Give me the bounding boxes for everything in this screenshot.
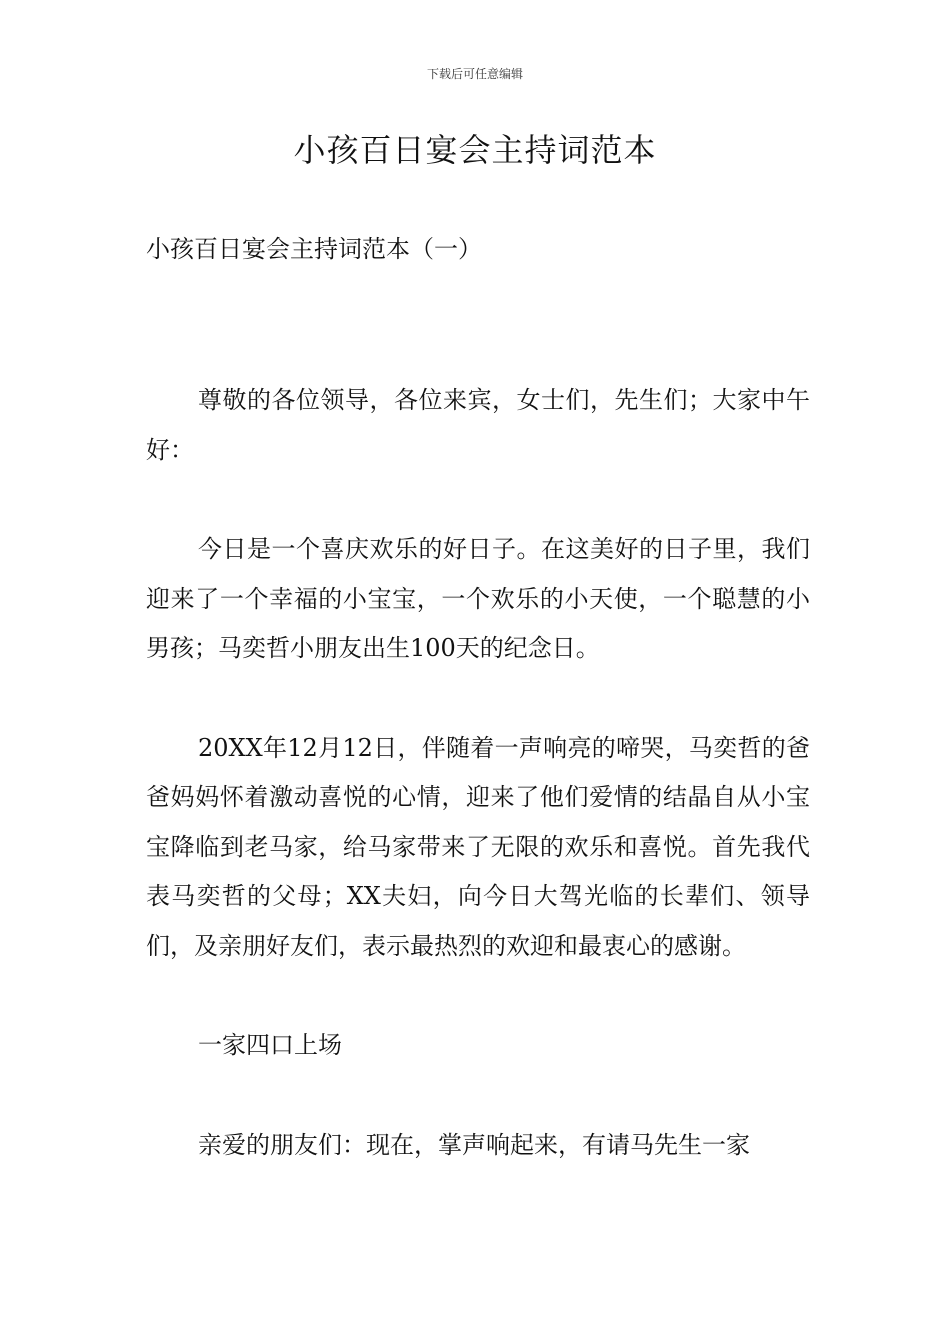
paragraph-stage-note: 一家四口上场	[198, 1031, 342, 1059]
paragraph-birth: 20XX年12月12日，伴随着一声响亮的啼哭，马奕哲的爸爸妈妈怀着激动喜悦的心情，迎来了他们爱情的结晶自从小宝宝降临到老马家，给马家带来了无限的欢乐和喜悦。首先我代表马奕哲的父母；XX夫妇，向今日大驾光临的长辈们、领导们，及亲朋好友们，表示最热烈的欢迎和最衷心的感谢。	[146, 733, 810, 960]
paragraph-occasion: 今日是一个喜庆欢乐的好日子。在这美好的日子里，我们迎来了一个幸福的小宝宝，一个欢乐的小天使，一个聪慧的小男孩；马奕哲小朋友出生100天的纪念日。	[146, 535, 810, 662]
document-body	[146, 224, 810, 1170]
section-subtitle: 小孩百日宴会主持词范本（一）	[146, 235, 482, 263]
document-title: 小孩百日宴会主持词范本	[293, 131, 657, 169]
paragraph-greeting: 尊敬的各位领导，各位来宾，女士们，先生们；大家中午好：	[146, 386, 810, 464]
header-note: 下载后可任意编辑	[426, 67, 523, 81]
paragraph-invitation: 亲爱的朋友们：现在，掌声响起来，有请马先生一家	[198, 1130, 750, 1159]
